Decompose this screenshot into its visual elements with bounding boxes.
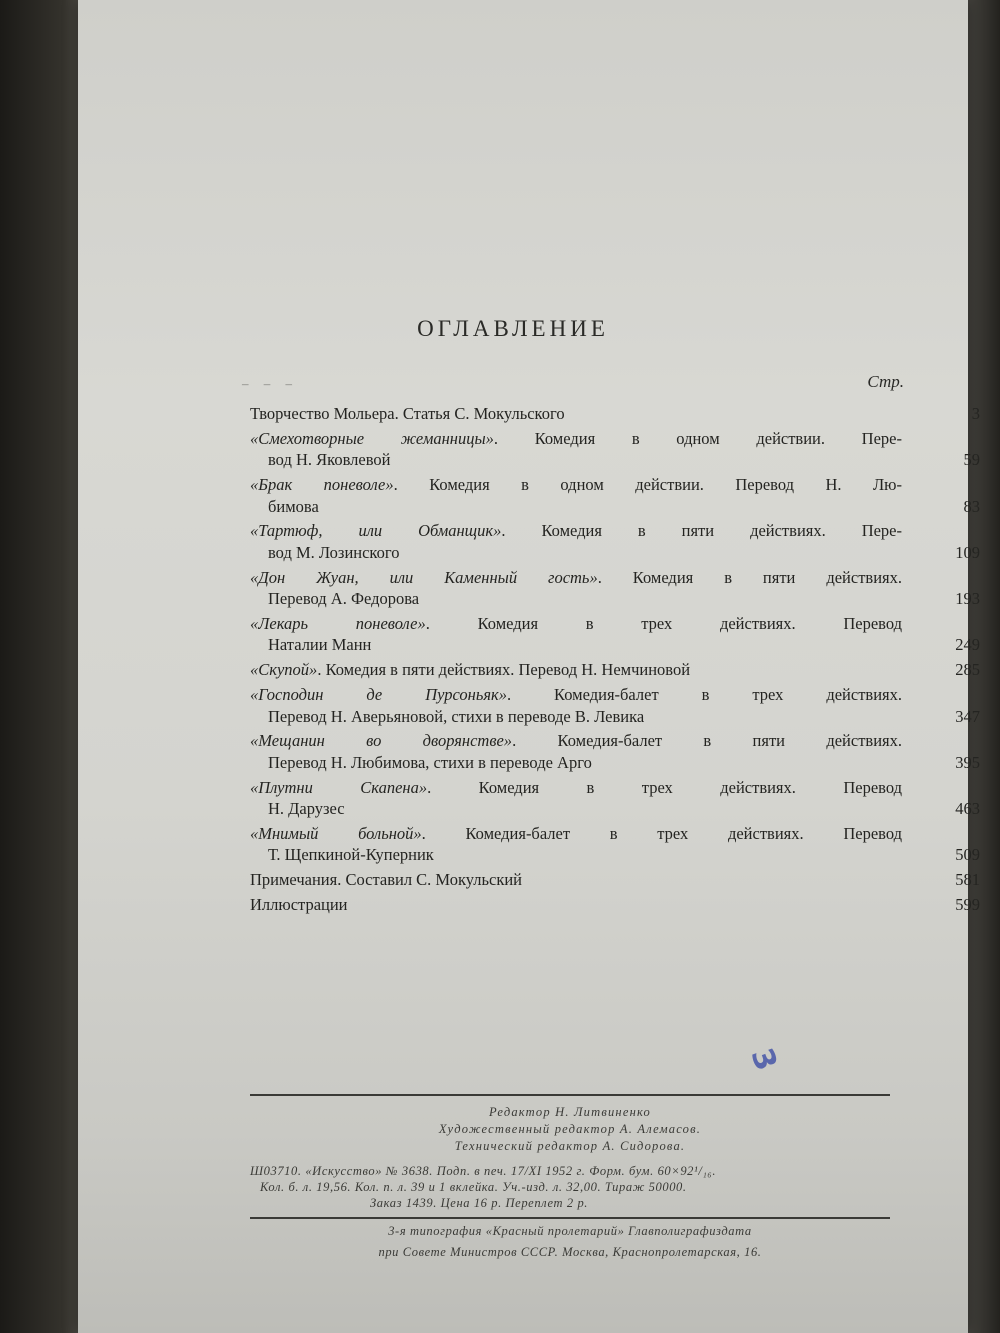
- toc-entry-text: «Скупой». Комедия в пяти действиях. Перевод Н. Немчиновой: [250, 660, 691, 680]
- toc-entry-continuation: [250, 844, 902, 866]
- publication-line: Кол. б. л. 19,56. Кол. п. л. 39 и 1 вклейка. Уч.-изд. л. 32,00. Тираж 50000.: [260, 1180, 687, 1194]
- toc-entry-title: [250, 777, 902, 799]
- page-title: ОГЛАВЛЕНИЕ: [417, 316, 609, 341]
- toc-entry-text: «Плутни Скапена». Комедия в трех действиях. Перевод: [250, 777, 902, 797]
- toc-entry-title: [250, 684, 902, 706]
- toc-entry: [250, 684, 980, 727]
- book-page: [78, 0, 980, 1333]
- play-title: «Плутни Скапена»: [250, 777, 428, 797]
- toc-entry-text: Наталии Манн: [268, 635, 372, 655]
- toc-entry: [250, 403, 980, 425]
- toc-entry: [250, 823, 980, 866]
- art-editor-credit: Художественный редактор А. Алемасов.: [438, 1122, 702, 1136]
- toc-entry-continuation: [250, 634, 902, 656]
- toc-entry: [250, 613, 980, 656]
- toc-entry-text: «Лекарь поневоле». Комедия в трех действиях. Перевод: [250, 613, 902, 633]
- printer-line: при Совете Министров СССР. Москва, Краснопролетарская, 16.: [378, 1245, 762, 1259]
- toc-entry-title: [250, 730, 902, 752]
- dot-leader: [571, 403, 902, 425]
- dot-leader: [377, 634, 902, 656]
- toc-entry-continuation: [250, 752, 902, 774]
- dot-leader: [425, 588, 902, 610]
- toc-entry-title: [250, 428, 902, 450]
- play-title: «Скупой»: [250, 660, 318, 680]
- toc-entry: [250, 730, 980, 773]
- dot-leader: [440, 844, 902, 866]
- divider: [250, 1094, 890, 1096]
- toc-entry: [250, 659, 980, 681]
- toc-entry-title: [250, 869, 902, 891]
- play-title: «Дон Жуан, или Каменный гость»: [250, 567, 598, 587]
- toc-entry-title: [250, 403, 902, 425]
- toc-entry-text: Примечания. Составил С. Мокульский: [250, 870, 523, 890]
- dot-leader: [354, 894, 902, 916]
- toc-page-number: 249: [955, 635, 980, 655]
- toc-entry: [250, 428, 980, 471]
- toc-entry-text: «Мещанин во дворянстве». Комедия-балет в пяти действиях.: [250, 731, 902, 751]
- decorative-dashes: – – –: [242, 376, 298, 391]
- toc-entry-title: [250, 823, 902, 845]
- toc-page-number: 109: [955, 542, 980, 562]
- editor-credit: Редактор Н. Литвиненко: [489, 1105, 651, 1119]
- toc-page-number: 3: [971, 404, 980, 423]
- toc-entry-text: вод Н. Яковлевой: [268, 450, 391, 470]
- toc-entry-text: «Брак поневоле». Комедия в одном действии. Перевод Н. Лю-: [250, 475, 902, 495]
- publication-line: Ш03710. «Искусство» № 3638. Подп. в печ. 17/XI 1952 г. Форм. бум. 60×92¹/₁₆.: [250, 1164, 717, 1178]
- toc-entry-text: «Тартюф, или Обманщик». Комедия в пяти действиях. Пере-: [250, 521, 903, 541]
- toc-entry-text: Перевод А. Федорова: [268, 589, 420, 609]
- toc-page-number: 463: [955, 799, 980, 819]
- toc-entry-title: [250, 894, 902, 916]
- toc-entry: [250, 520, 980, 563]
- play-title: «Мещанин во дворянстве»: [250, 731, 513, 751]
- toc-entry: [250, 567, 980, 610]
- toc-entry-title: [250, 520, 902, 542]
- toc-entry-continuation: [250, 449, 902, 471]
- toc-page-number: 193: [955, 589, 980, 609]
- toc-entry-continuation: [250, 496, 902, 518]
- toc-page-number: 59: [963, 450, 980, 470]
- toc-entry-continuation: [250, 588, 902, 610]
- tech-editor-credit: Технический редактор А. Сидорова.: [454, 1139, 686, 1153]
- toc-page-number: 285: [955, 660, 980, 680]
- page-column-label: Стр.: [867, 372, 904, 391]
- play-title: «Брак поневоле»: [250, 475, 394, 495]
- publication-details: [250, 1163, 890, 1211]
- toc-entry-text: Творчество Мольера. Статья С. Мокульского: [250, 404, 565, 423]
- toc-entry-text: «Господин де Пурсоньяк». Комедия-балет в трех действиях.: [250, 685, 902, 705]
- background-left: [0, 0, 90, 1333]
- dot-leader: [528, 869, 902, 891]
- toc-entry: [250, 777, 980, 820]
- toc-entry-title: [250, 659, 902, 681]
- play-title: «Лекарь поневоле»: [250, 613, 426, 633]
- toc-entry-text: «Мнимый больной». Комедия-балет в трех действиях. Перевод: [250, 823, 902, 843]
- toc-entry-title: [250, 474, 902, 496]
- toc-entry-text: «Дон Жуан, или Каменный гость». Комедия в пяти действиях.: [250, 567, 902, 587]
- toc-entry-text: вод М. Лозинского: [268, 542, 400, 562]
- play-title: «Мнимый больной»: [250, 823, 422, 843]
- toc-entry-text: Иллюстрации: [250, 895, 348, 915]
- imprint-block: [250, 1094, 890, 1261]
- toc-page-number: 581: [955, 870, 980, 890]
- toc-page-number: 509: [955, 845, 980, 865]
- toc-entry-continuation: [250, 706, 902, 728]
- dot-leader: [650, 706, 902, 728]
- dot-leader: [351, 798, 902, 820]
- dot-leader: [396, 449, 902, 471]
- toc-entry-text: Т. Щепкиной-Куперник: [268, 845, 434, 865]
- toc-entry-text: «Смехотворные жеманницы». Комедия в одном действии. Пере-: [250, 428, 902, 448]
- play-title: «Тартюф, или Обманщик»: [250, 521, 502, 541]
- toc-entry-title: [250, 613, 902, 635]
- toc-entry-text: Н. Дарузес: [268, 799, 345, 819]
- toc-page-number: 395: [955, 752, 980, 772]
- toc-entry-text: Перевод Н. Аверьяновой, стихи в переводе В. Левика: [268, 706, 645, 726]
- toc-entry-text: бимова: [268, 496, 319, 516]
- dot-leader: [598, 752, 902, 774]
- printer-line: 3-я типография «Красный пролетарий» Главполиграфиздата: [388, 1224, 752, 1238]
- toc-entry-title: [250, 567, 902, 589]
- toc-entry-text: Перевод Н. Любимова, стихи в переводе Арго: [268, 752, 592, 772]
- table-of-contents: [250, 403, 980, 919]
- dot-leader: [325, 496, 902, 518]
- dot-leader: [696, 659, 902, 681]
- toc-page-number: 83: [963, 496, 980, 516]
- library-stamp: 3: [743, 1043, 784, 1076]
- toc-entry: [250, 474, 980, 517]
- toc-entry: [250, 869, 980, 891]
- toc-entry-continuation: [250, 542, 902, 564]
- toc-page-number: 599: [955, 895, 980, 915]
- play-title: «Господин де Пурсоньяк»: [250, 685, 507, 705]
- toc-entry: [250, 894, 980, 916]
- dot-leader: [405, 542, 902, 564]
- play-title: «Смехотворные жеманницы»: [250, 428, 494, 448]
- toc-entry-continuation: [250, 798, 902, 820]
- toc-page-number: 347: [955, 706, 980, 726]
- publication-line: Заказ 1439. Цена 16 р. Переплет 2 р.: [370, 1196, 589, 1210]
- divider: [250, 1217, 890, 1219]
